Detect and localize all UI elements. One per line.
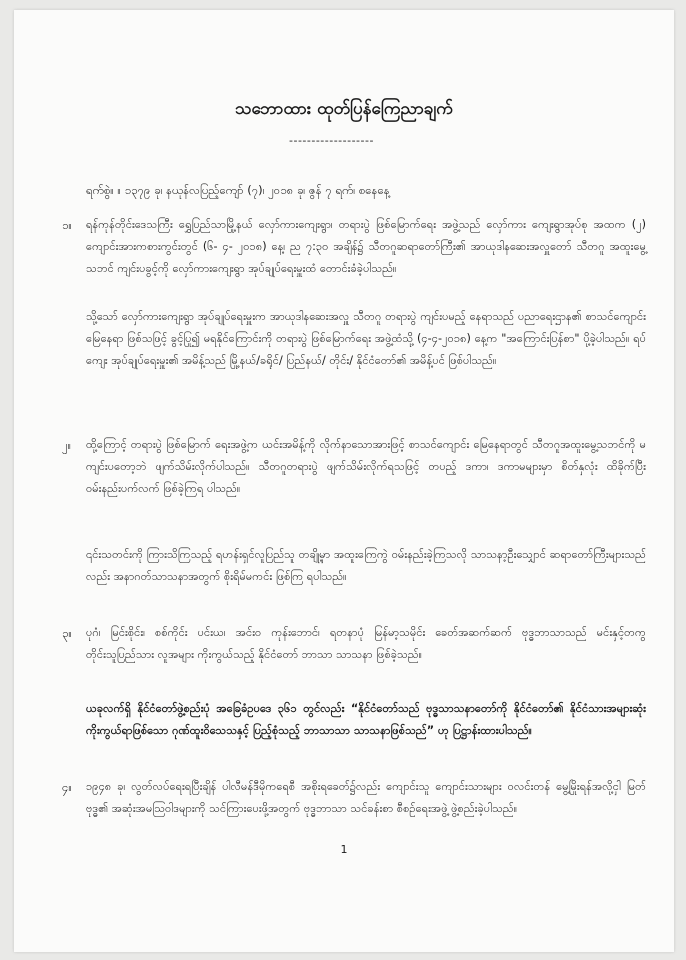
section-number: ၃။ (62, 626, 72, 640)
page-number: 1 (340, 843, 348, 856)
section-2-paragraph-2: ၎င်းသတင်းကို ကြားသိကြသည့် ရဟန်းရှင်လူပြည်သူ တချို့မှာ အထူးကြေကွဲ ဝမ်းနည်းခဲ့ကြသလို သာသနာ့ဦးသျှောင် ဆရာတော်ကြီးများသည်လည်း အနာဂတ်သာသနာအတွက် စိုးရိမ်မကင်း ဖြစ်ကြ ရပါသည်။ (86, 548, 646, 583)
section-1-paragraph-2: သို့သော် လှော်ကားကျေးရွာ အုပ်ချုပ်ရေးမှူးက အာယုဒါနဆေးအလှူ သီတဂူ တရားပွဲ ကျင်းပမည့် နေရာသည် ပညာရေးဌာန၏ စာသင်ကျောင်း မြေနေရာ ဖြစ်သဖြင့် ခွင့်ပြု၍ မရနိုင်ကြောင်းကို တရားပွဲ ဖြစ်မြောက်ရေး အဖွဲ့ထံသို့ (၄-၄-၂၀၁၈) နေ့က "အကြောင်းပြန်စာ" ပို့ခဲ့ပါသည်။ ရပ်ကျေး အုပ်ချုပ်ရေးမှူး၏ အမိန့်သည် မြို့နယ်/ခရိုင်/ ပြည်နယ်/ တိုင်း/ နိုင်ငံတော်၏ အမိန့်ပင် ဖြစ်ပါသည်။ (86, 310, 646, 367)
section-1-paragraph-1: ရန်ကုန်တိုင်းဒေသကြီး ရွှေပြည်သာမြို့နယ် လှော်ကားကျေးရွာ၊ တရားပွဲ ဖြစ်မြောက်ရေး အဖွဲ့သည် လှော်ကား ကျေးရွာအုပ်စု အထက (၂) ကျောင်းအားကစားကွင်းတွင် (၆- ၄- ၂၀၁၈) နေ့၊ ည ၇:၃၀ အချိန်၌ သီတဂူဆရာတော်ကြီး၏ အာယုဒါနဆေးအလှူတော် သီတဂူ အထူးမွေ့သဘင် ကျင်းပခွင့်ကို လှော်ကားကျေးရွာ အုပ်ချုပ်ရေးမှူးထံ တောင်းခံခဲ့ပါသည်။ (86, 218, 646, 275)
title-underline-rule: ------------------- (289, 134, 374, 147)
section-3-paragraph-2: ယခုလက်ရှိ နိုင်ငံတော်ဖွဲ့စည်းပုံ အခြေခံဥပဒေ ၃၆၁ တွင်လည်း “နိုင်ငံတော်သည် ဗုဒ္ဓသာသနာတော်ကို နိုင်ငံတော်၏ နိုင်ငံသားအများဆုံး ကိုးကွယ်ရာဖြစ်သော ဂုဏ်ထူးဝိသေသနှင့် ပြည့်စုံသည့် ဘာသာသာ သာသနာဖြစ်သည်” ဟု ပြဋ္ဌာန်းထားပါသည်။ (86, 702, 646, 737)
section-3-paragraph-1: ပုဂံ၊ မြင်းစိုင်း၊ စစ်ကိုင်း ပင်းယ၊ အင်းဝ ကုန်းဘောင်၊ ရတနာပုံ မြန်မာ့သမိုင်း ခေတ်အဆက်ဆက် ဗုဒ္ဓဘာသာသည် မင်းနှင့်တကွ တိုင်းသူပြည်သား လူအများ ကိုးကွယ်သည့် နိုင်ငံတော် ဘာသာ သာသနာ ဖြစ်ခဲ့သည်။ (86, 626, 646, 661)
document-page (14, 10, 674, 952)
section-4-paragraph-1: ၁၉၄၈ ခု၊ လွတ်လပ်ရေးရပြီးချိန် ပါလီမန်ဒီမိုကရေစီ အစိုးရခေတ်၌လည်း ကျောင်းသူ ကျောင်းသားများ ဝလင်းတန် မွေ့မြိုးရန်အလို့ငှါ မြတ်ဗုဒ္ဓ၏ အဆုံးအမသြဝါဒများကို သင်ကြားပေးဖို့အတွက် ဗုဒ္ဓဘာသာ သင်ခန်းစာ စီစဉ်ရေးအဖွဲ့ ဖွဲ့စည်းခဲ့ပါသည်။ (86, 780, 646, 815)
document-title: သဘောထား ထုတ်ပြန်ကြေညာချက် (235, 99, 453, 119)
section-number: ၂။ (62, 438, 72, 452)
section-2-paragraph-1: ထို့ကြောင့် တရားပွဲ ဖြစ်မြောက် ရေးအဖွဲ့က ယင်းအမိန့်ကို လိုက်နာသောအားဖြင့် စာသင်ကျောင်း မြေနေရာတွင် သီတဂူအထူးမွေ့သဘင်ကို မကျင်းပတော့ဘဲ ဖျက်သိမ်းလိုက်ပါသည်။ သီတဂူတရားပွဲ ဖျက်သိမ်းလိုက်ရသဖြင့် တပည့် ဒကာ၊ ဒကာမများမှာ စိတ်နှလုံး ထိခိုက်ပြီး ဝမ်းနည်းပက်လက် ဖြစ်ခဲ့ကြရ ပါသည်။ (86, 438, 646, 495)
section-number: ၄။ (62, 780, 72, 794)
section-number: ၁။ (62, 218, 72, 232)
date-line: ရက်စွဲ။ ။ ၁၃၇၉ ခု၊ နယုန်လပြည့်ကျော် (၇)၊ ၂၀၁၈ ခု၊ ဇွန် ၇ ရက်၊ စနေနေ့ (86, 183, 390, 197)
